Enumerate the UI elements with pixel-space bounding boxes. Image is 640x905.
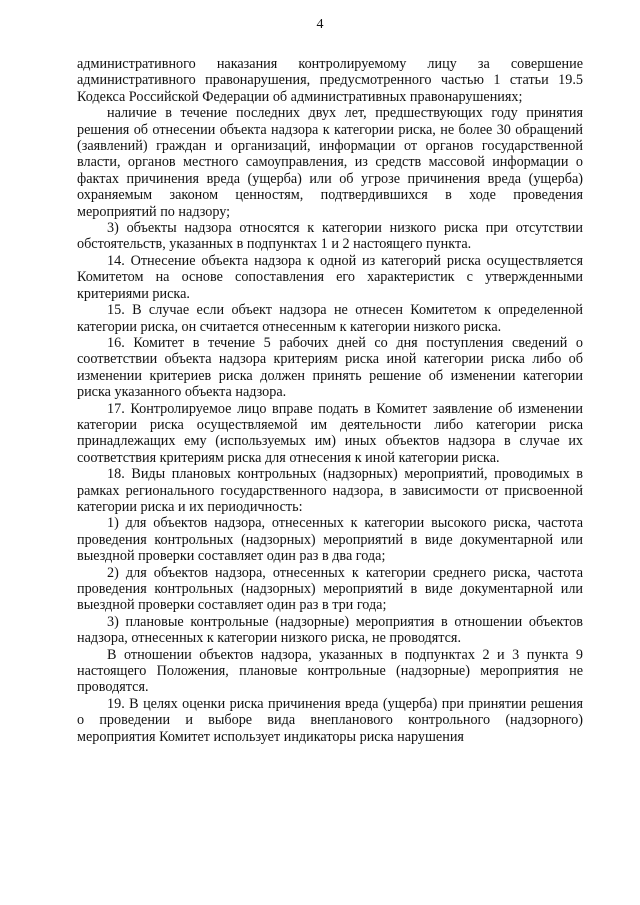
page-number: 4	[316, 17, 324, 32]
paragraph-17: 17. Контролируемое лицо вправе подать в Комитет заявление об изменении категории риска осуществляемой им деятельности либо категории риска принадлежащих ему (используемых им) иных объектов надзора в случае их соответствия критериям риска для отнесения к иной категории риска.	[77, 400, 583, 466]
paragraph-18-low-risk: 3) плановые контрольные (надзорные) мероприятия в отношении объектов надзора, отнесенных к категории низкого риска, не проводятся.	[77, 613, 583, 647]
paragraph-18-high-risk: 1) для объектов надзора, отнесенных к категории высокого риска, частота проведения контрольных (надзорных) мероприятий в виде документарной или выездной проверки составляет один раз в два года;	[77, 515, 583, 565]
paragraph-18: 18. Виды плановых контрольных (надзорных) мероприятий, проводимых в рамках регионального государственного надзора, в зависимости от присвоенной категории риска и их периодичность:	[77, 466, 583, 515]
paragraph-16: 16. Комитет в течение 5 рабочих дней со дня поступления сведений о соответствии объекта надзора критериям риска иной категории риска либо об изменении критериев риска должен принять решение об изменении категории риска указанного объекта надзора.	[77, 334, 583, 401]
paragraph-15: 15. В случае если объект надзора не отнесен Комитетом к определенной категории риска, он считается отнесенным к категории низкого риска.	[77, 302, 583, 335]
paragraph-14: 14. Отнесение объекта надзора к одной из категорий риска осуществляется Комитетом на основе сопоставления его характеристик с утвержденными критериями риска.	[77, 252, 583, 302]
paragraph-exemption: В отношении объектов надзора, указанных в подпунктах 2 и 3 пункта 9 настоящего Положения, плановые контрольные (надзорные) мероприятия не проводятся.	[77, 646, 583, 696]
paragraph-complaints-criterion: наличие в течение последних двух лет, предшествующих году принятия решения об отнесении объекта надзора к категории риска, не более 30 обращений (заявлений) граждан и организаций, информации от органов государственной власти, органов местного самоуправления, из средств массовой информации о фактах причинения вреда (ущерба) или об угрозе причинения вреда (ущерба) охраняемым законом ценностям, подтвердившихся в ходе проведения мероприятий по надзору;	[77, 105, 583, 220]
paragraph-low-risk-criterion: 3) объекты надзора относятся к категории низкого риска при отсутствии обстоятельств, указанных в подпунктах 1 и 2 настоящего пункта.	[77, 220, 583, 253]
paragraph-continuation: административного наказания контролируемому лицу за совершение административного правонарушения, предусмотренного частью 1 статьи 19.5 Кодекса Российской Федерации об административных правонарушениях;	[77, 56, 583, 105]
document-body	[77, 56, 583, 745]
paragraph-18-medium-risk: 2) для объектов надзора, отнесенных к категории среднего риска, частота проведения контрольных (надзорных) мероприятий в виде документарной или выездной проверки составляет один раз в три года;	[77, 564, 583, 614]
paragraph-19: 19. В целях оценки риска причинения вреда (ущерба) при принятии решения о проведении и выборе вида внепланового контрольного (надзорного) мероприятия Комитет использует индикаторы риска нарушения	[77, 695, 583, 745]
